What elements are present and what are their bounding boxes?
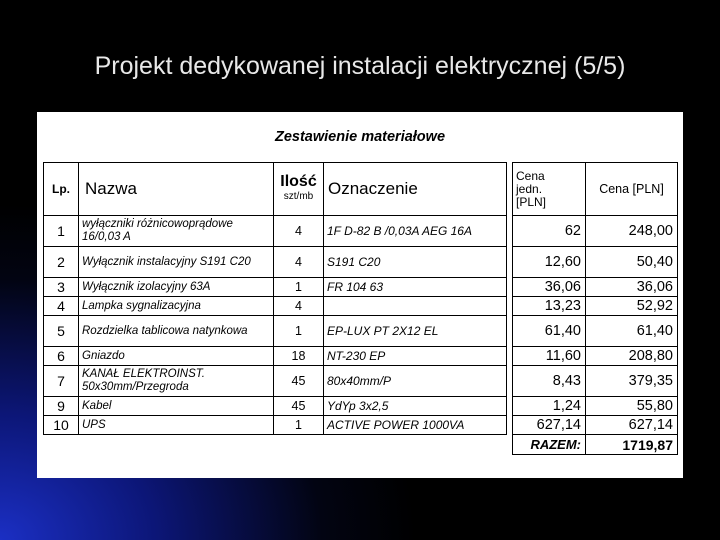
cell-unit-price: 11,60 (513, 347, 586, 366)
cell-name: Gniazdo (79, 347, 274, 366)
cell-price: 52,92 (586, 297, 678, 316)
header-price: Cena [PLN] (586, 163, 678, 216)
cell-price: 50,40 (586, 247, 678, 278)
table-row (44, 278, 678, 297)
cell-designation: NT-230 EP (324, 347, 507, 366)
header-qty-unit: szt/mb (283, 191, 314, 202)
table-row (44, 366, 678, 397)
cell-price: 627,14 (586, 416, 678, 435)
cell-qty: 1 (274, 278, 324, 297)
cell-name: wyłączniki różnicowoprądowe 16/0,03 A (79, 216, 274, 247)
header-qty (274, 163, 324, 216)
cell-unit-price: 13,23 (513, 297, 586, 316)
cell-price: 55,80 (586, 397, 678, 416)
table-row (44, 416, 678, 435)
cell-unit-price: 62 (513, 216, 586, 247)
cell-designation: S191 C20 (324, 247, 507, 278)
cell-price: 208,80 (586, 347, 678, 366)
cell-name: Kabel (79, 397, 274, 416)
cell-lp: 3 (44, 278, 79, 297)
cell-lp: 6 (44, 347, 79, 366)
header-name: Nazwa (79, 163, 274, 216)
cell-qty: 18 (274, 347, 324, 366)
cell-lp: 10 (44, 416, 79, 435)
cell-qty: 4 (274, 216, 324, 247)
cell-lp: 7 (44, 366, 79, 397)
cell-lp: 4 (44, 297, 79, 316)
cell-qty: 1 (274, 416, 324, 435)
table-row (44, 247, 678, 278)
cell-name: KANAŁ ELEKTROINST. 50x30mm/Przegroda (79, 366, 274, 397)
cell-lp: 2 (44, 247, 79, 278)
cell-designation: 80x40mm/P (324, 366, 507, 397)
cell-unit-price: 8,43 (513, 366, 586, 397)
total-label: RAZEM: (513, 435, 586, 455)
total-spacer (44, 435, 513, 455)
cell-qty: 45 (274, 366, 324, 397)
cell-designation: FR 104 63 (324, 278, 507, 297)
materials-sheet (37, 112, 683, 478)
header-unit-price (513, 163, 586, 216)
cell-price: 36,06 (586, 278, 678, 297)
table-row (44, 397, 678, 416)
cell-lp: 5 (44, 316, 79, 347)
table-row (44, 347, 678, 366)
header-unit-price-line1: Cena (516, 168, 545, 183)
materials-table (43, 162, 678, 455)
cell-price: 379,35 (586, 366, 678, 397)
cell-name: Wyłącznik instalacyjny S191 C20 (79, 247, 274, 278)
total-row (44, 435, 678, 455)
cell-designation: ACTIVE POWER 1000VA (324, 416, 507, 435)
cell-name: Wyłącznik izolacyjny 63A (79, 278, 274, 297)
cell-price: 248,00 (586, 216, 678, 247)
cell-price: 61,40 (586, 316, 678, 347)
cell-name: UPS (79, 416, 274, 435)
cell-lp: 9 (44, 397, 79, 416)
table-row (44, 216, 678, 247)
cell-qty: 1 (274, 316, 324, 347)
total-value: 1719,87 (586, 435, 678, 455)
cell-designation (324, 297, 507, 316)
cell-qty: 4 (274, 247, 324, 278)
slide-title: Projekt dedykowanej instalacji elektrycznej (5/5) (94, 52, 626, 80)
cell-unit-price: 1,24 (513, 397, 586, 416)
header-qty-label: Ilość (280, 173, 317, 190)
header-designation: Oznaczenie (324, 163, 507, 216)
cell-qty: 4 (274, 297, 324, 316)
header-unit-price-line2: jedn. (516, 181, 543, 196)
table-header-row (44, 163, 678, 216)
table-row (44, 316, 678, 347)
cell-unit-price: 36,06 (513, 278, 586, 297)
cell-unit-price: 61,40 (513, 316, 586, 347)
header-lp: Lp. (44, 163, 79, 216)
cell-designation: EP-LUX PT 2X12 EL (324, 316, 507, 347)
table-row (44, 297, 678, 316)
cell-name: Lampka sygnalizacyjna (79, 297, 274, 316)
cell-designation: 1F D-82 B /0,03A AEG 16A (324, 216, 507, 247)
cell-qty: 45 (274, 397, 324, 416)
cell-unit-price: 627,14 (513, 416, 586, 435)
cell-designation: YdYp 3x2,5 (324, 397, 507, 416)
sheet-title: Zestawienie materiałowe (274, 129, 446, 145)
cell-unit-price: 12,60 (513, 247, 586, 278)
cell-lp: 1 (44, 216, 79, 247)
cell-name: Rozdzielka tablicowa natynkowa (79, 316, 274, 347)
header-unit-price-line3: [PLN] (516, 194, 547, 209)
